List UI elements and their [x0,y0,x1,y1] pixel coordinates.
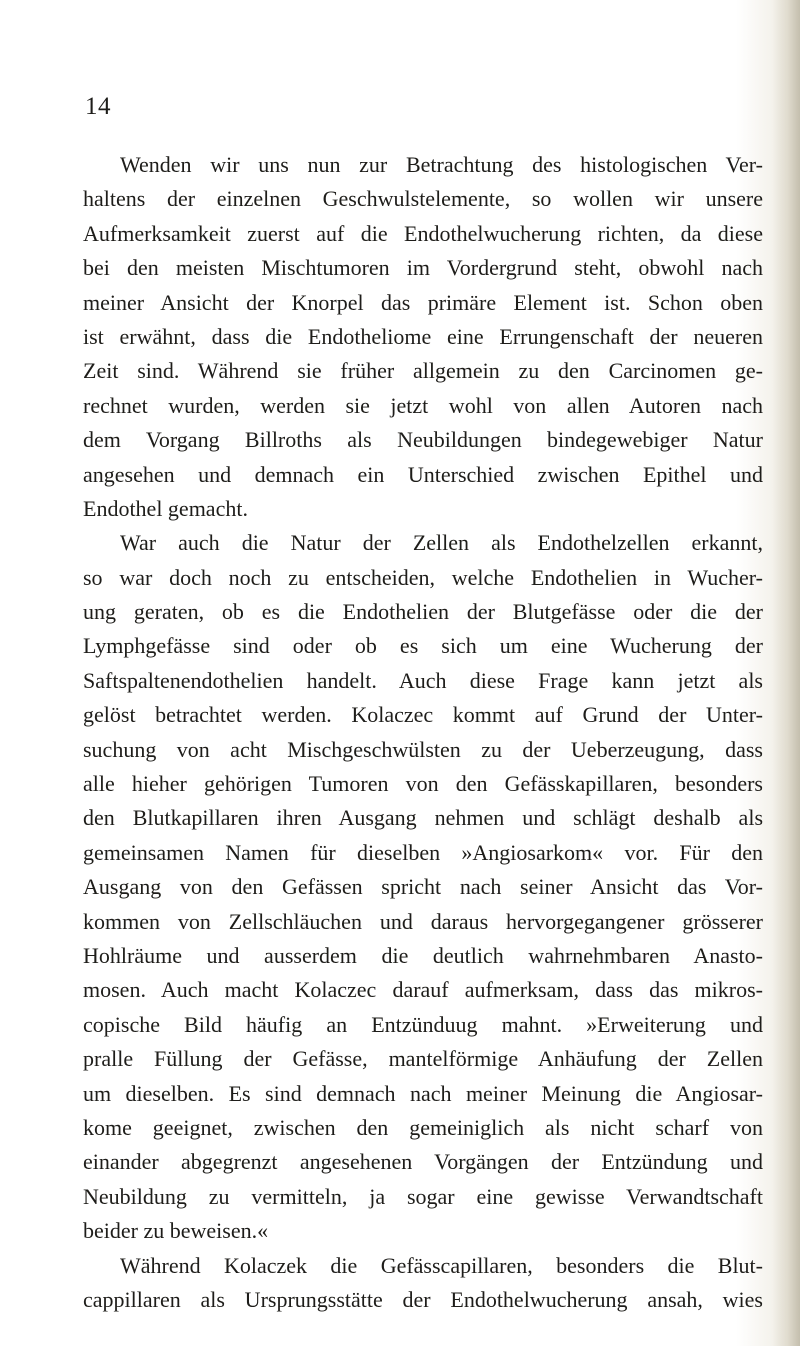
text-line: einander abgegrenzt angesehenen Vorgängen der Entzündung und [83,1149,763,1175]
text-line: meiner Ansicht der Knorpel das primäre Element ist. Schon oben [83,289,763,315]
text-line: suchung von acht Mischgeschwülsten zu der Ueberzeugung, dass [83,736,763,762]
text-line: um dieselben. Es sind demnach nach meiner Meinung die Angiosar- [83,1080,763,1106]
text-line: alle hieher gehörigen Tumoren von den Gefässkapillaren, besonders [83,771,763,797]
text-line: ist erwähnt, dass die Endotheliome eine Errungenschaft der neueren [83,323,763,349]
text-line: kome geeignet, zwischen den gemeiniglich als nicht scharf von [83,1114,763,1140]
text-line: pralle Füllung der Gefässe, mantelförmige Anhäufung der Zellen [83,1046,763,1072]
text-line: Aufmerksamkeit zuerst auf die Endothelwucherung richten, da diese [83,220,763,246]
body-text [83,148,763,1317]
text-line: den Blutkapillaren ihren Ausgang nehmen und schlägt deshalb als [83,805,763,831]
text-line: Neubildung zu vermitteln, ja sogar eine gewisse Verwandtschaft [83,1183,763,1209]
text-line: gemeinsamen Namen für dieselben »Angiosarkom« vor. Für den [83,839,763,865]
text-line: ung geraten, ob es die Endothelien der Blutgefässe oder die der [83,599,763,625]
text-line: haltens der einzelnen Geschwulstelemente, so wollen wir unsere [83,186,763,212]
text-line: Während Kolaczek die Gefässcapillaren, besonders die Blut- [120,1252,763,1278]
text-line: copische Bild häufig an Entzünduug mahnt. »Erweiterung und [83,1011,763,1037]
text-line: bei den meisten Mischtumoren im Vordergrund steht, obwohl nach [83,255,763,281]
text-line: mosen. Auch macht Kolaczec darauf aufmerksam, dass das mikros- [83,977,763,1003]
text-line: Lymphgefässe sind oder ob es sich um eine Wucherung der [83,633,763,659]
text-line: Endothel gemacht. [83,495,248,521]
text-line: Zeit sind. Während sie früher allgemein zu den Carcinomen ge- [83,358,763,384]
page-edge-shadow [772,0,800,1346]
text-line: gelöst betrachtet werden. Kolaczec kommt auf Grund der Unter- [83,702,763,728]
text-line: Wenden wir uns nun zur Betrachtung des histologischen Ver- [120,152,763,177]
text-line: Ausgang von den Gefässen spricht nach seiner Ansicht das Vor- [83,874,763,900]
text-line: angesehen und demnach ein Unterschied zwischen Epithel und [83,461,763,487]
text-line: beider zu beweisen.« [83,1218,269,1244]
text-line: War auch die Natur der Zellen als Endothelzellen erkannt, [120,530,763,556]
text-line: Hohlräume und ausserdem die deutlich wahrnehmbaren Anasto- [83,942,763,968]
text-line: dem Vorgang Billroths als Neubildungen bindegewebiger Natur [83,427,763,453]
text-line: cappillaren als Ursprungsstätte der Endothelwucherung ansah, wies [83,1286,763,1312]
page-number: 14 [85,93,111,120]
text-line: Saftspaltenendothelien handelt. Auch diese Frage kann jetzt als [83,667,763,693]
text-line: rechnet wurden, werden sie jetzt wohl von allen Autoren nach [83,392,763,418]
text-line: so war doch noch zu entscheiden, welche Endothelien in Wucher- [83,564,763,590]
text-line: kommen von Zellschläuchen und daraus hervorgegangener grösserer [83,908,763,934]
